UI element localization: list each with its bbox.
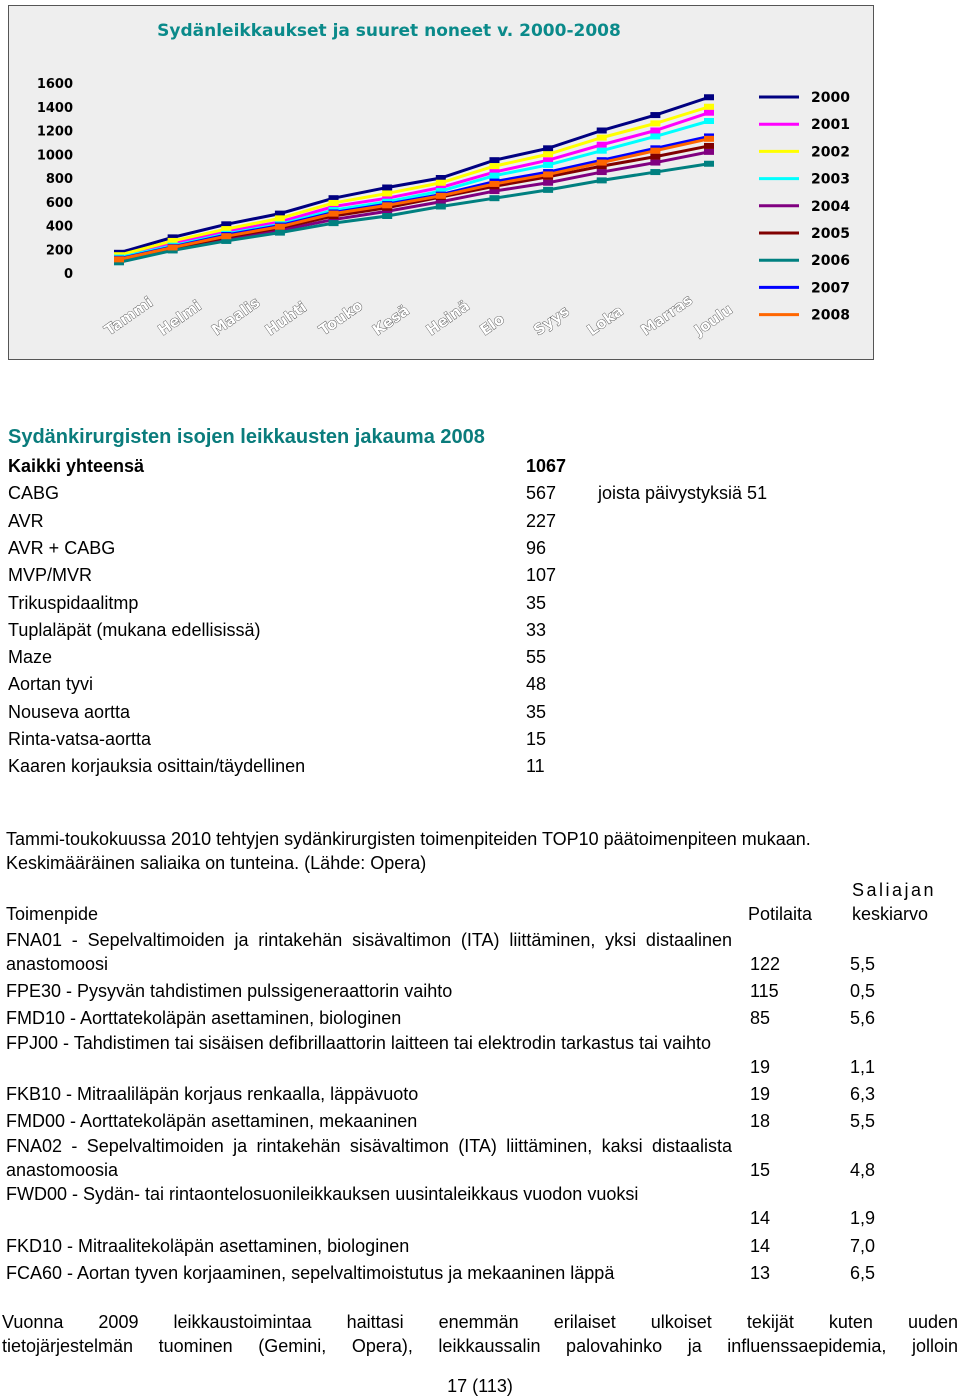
x-tick-label: Marras bbox=[637, 290, 696, 340]
surgery-line-chart bbox=[8, 5, 874, 360]
data-point bbox=[704, 143, 714, 149]
x-tick-label: Joulu bbox=[690, 300, 737, 340]
avg-room-time: 4,8 bbox=[850, 1160, 876, 1180]
data-point bbox=[543, 187, 553, 193]
data-point bbox=[329, 211, 339, 217]
distribution-value: 107 bbox=[526, 565, 557, 586]
x-tick-label: Tammi bbox=[100, 293, 157, 340]
patient-count: 13 bbox=[750, 1263, 771, 1283]
y-tick-label: 1600 bbox=[36, 77, 73, 92]
top10-intro-line1: Tammi-toukokuussa 2010 tehtyjen sydänkirurgisten toimenpiteiden TOP10 päätoimenpiteen mukaan. bbox=[6, 829, 811, 849]
series-line bbox=[119, 107, 709, 255]
data-point bbox=[489, 163, 499, 169]
distribution-value: 48 bbox=[526, 674, 547, 695]
data-point bbox=[543, 180, 553, 186]
legend-label: 2000 bbox=[811, 90, 850, 106]
x-tick-label: Maalis bbox=[208, 293, 264, 340]
distribution-value: 11 bbox=[526, 756, 545, 777]
patient-count: 85 bbox=[750, 1008, 771, 1028]
procedure-name: FMD00 - Aorttatekoläpän asettaminen, mekaaninen bbox=[6, 1111, 418, 1131]
distribution-label: Nouseva aortta bbox=[8, 701, 131, 722]
data-point bbox=[704, 161, 714, 167]
avg-room-time: 7,0 bbox=[850, 1236, 876, 1256]
data-point bbox=[382, 185, 392, 191]
avg-room-time: 5,5 bbox=[850, 1111, 876, 1131]
data-point bbox=[382, 213, 392, 219]
data-point bbox=[704, 136, 714, 142]
patient-count: 14 bbox=[750, 1208, 771, 1228]
distribution-label: Aortan tyvi bbox=[8, 674, 94, 695]
legend-label: 2007 bbox=[811, 280, 850, 297]
distribution-value: 1067 bbox=[526, 456, 567, 476]
data-point bbox=[597, 128, 607, 134]
distribution-note: joista päivystyksiä 51 bbox=[598, 483, 768, 504]
footer-line1: Vuonna 2009 leikkaustoimintaa haittasi enemmän erilaiset ulkoiset tekijät kuten uuden bbox=[2, 1312, 958, 1332]
data-point bbox=[275, 230, 285, 236]
chart-title: Sydänleikkaukset ja suuret noneet v. 2000-2008 bbox=[157, 21, 621, 41]
y-tick-label: 1000 bbox=[36, 148, 73, 164]
patient-count: 19 bbox=[750, 1057, 771, 1077]
data-point bbox=[704, 149, 714, 155]
data-point bbox=[704, 118, 714, 124]
x-tick-label: Loka bbox=[583, 301, 627, 340]
data-point bbox=[597, 142, 607, 148]
col-header-avg-line2: keskiarvo bbox=[852, 904, 929, 924]
data-point bbox=[114, 256, 124, 262]
page-number: 17 (113) bbox=[447, 1376, 513, 1396]
x-tick-label: Helmi bbox=[154, 296, 205, 340]
data-point bbox=[650, 133, 660, 139]
legend-label: 2008 bbox=[811, 307, 850, 324]
patient-count: 18 bbox=[750, 1111, 771, 1131]
data-point bbox=[543, 151, 553, 157]
chart-canvas bbox=[9, 6, 873, 359]
avg-room-time: 0,5 bbox=[850, 981, 876, 1001]
data-point bbox=[329, 220, 339, 226]
data-point bbox=[650, 128, 660, 134]
top10-intro-line2: Keskimääräinen saliaika on tunteina. (Lähde: Opera) bbox=[6, 853, 427, 873]
procedure-name: FPJ00 - Tahdistimen tai sisäisen defibrillaattorin laitteen tai elektrodin tarkastus tai vaihto bbox=[6, 1033, 712, 1053]
distribution-label: Kaikki yhteensä bbox=[8, 456, 145, 476]
data-point bbox=[436, 180, 446, 186]
data-point bbox=[543, 162, 553, 168]
distribution-label: Maze bbox=[8, 647, 53, 668]
data-point bbox=[704, 94, 714, 100]
series-line bbox=[119, 139, 709, 260]
y-tick-label: 1200 bbox=[36, 124, 73, 140]
y-tick-label: 600 bbox=[45, 195, 73, 211]
series-line bbox=[119, 164, 709, 263]
data-point bbox=[650, 160, 660, 166]
distribution-label: Rinta-vatsa-aortta bbox=[8, 729, 152, 749]
legend-label: 2001 bbox=[811, 117, 850, 134]
patient-count: 14 bbox=[750, 1236, 771, 1256]
distribution-label: AVR bbox=[8, 510, 44, 531]
data-point bbox=[489, 195, 499, 201]
y-tick-label: 400 bbox=[45, 219, 73, 235]
distribution-value: 35 bbox=[526, 592, 547, 613]
patient-count: 122 bbox=[750, 954, 781, 974]
distribution-label: CABG bbox=[8, 483, 60, 504]
legend-label: 2002 bbox=[811, 144, 850, 161]
procedure-name: FKD10 - Mitraalitekoläpän asettaminen, biologinen bbox=[6, 1236, 410, 1256]
legend-label: 2003 bbox=[811, 171, 850, 188]
footer-line2: tietojärjestelmän tuominen (Gemini, Opera), leikkaussalin palovahinko ja influenssaepidemia, jolloin bbox=[2, 1336, 958, 1356]
procedure-name: FMD10 - Aorttatekoläpän asettaminen, biologinen bbox=[6, 1008, 402, 1028]
data-point bbox=[650, 154, 660, 160]
distribution-label: Tuplaläpät (mukana edellisissä) bbox=[8, 619, 261, 640]
data-point bbox=[650, 120, 660, 126]
procedure-name: FCA60 - Aortan tyven korjaaminen, sepelvaltimoistutus ja mekaaninen läppä bbox=[6, 1263, 615, 1283]
data-point bbox=[704, 110, 714, 116]
data-point bbox=[489, 181, 499, 187]
procedure-name: FWD00 - Sydän- tai rintaontelosuonileikkauksen uusintaleikkaus vuodon vuoksi bbox=[6, 1184, 639, 1204]
data-point bbox=[597, 135, 607, 141]
data-point bbox=[329, 200, 339, 206]
data-point bbox=[221, 233, 231, 239]
distribution-value: 15 bbox=[526, 729, 547, 749]
col-header-procedure: Toimenpide bbox=[6, 904, 99, 924]
data-point bbox=[275, 215, 285, 221]
data-point bbox=[382, 202, 392, 208]
data-point bbox=[650, 148, 660, 154]
patient-count: 15 bbox=[750, 1160, 771, 1180]
avg-room-time: 1,9 bbox=[850, 1208, 876, 1228]
legend-label: 2005 bbox=[811, 226, 850, 242]
distribution-value: 567 bbox=[526, 483, 557, 504]
data-point bbox=[597, 169, 607, 175]
x-tick-label: Elo bbox=[476, 309, 508, 340]
col-header-patients: Potilaita bbox=[748, 904, 813, 924]
data-point bbox=[597, 160, 607, 166]
x-tick-label: Touko bbox=[315, 296, 367, 340]
distribution-value: 33 bbox=[526, 619, 547, 640]
data-point bbox=[436, 193, 446, 199]
data-point bbox=[597, 177, 607, 183]
legend-label: 2006 bbox=[811, 253, 850, 270]
distribution-title: Sydänkirurgisten isojen leikkausten jakauma 2008 bbox=[8, 426, 485, 448]
y-tick-label: 1400 bbox=[36, 100, 73, 116]
avg-room-time: 6,5 bbox=[850, 1263, 876, 1283]
procedure-name: FKB10 - Mitraaliläpän korjaus renkaalla, läppävuoto bbox=[6, 1084, 419, 1104]
distribution-label: AVR + CABG bbox=[8, 537, 116, 558]
data-point bbox=[597, 148, 607, 154]
patient-count: 115 bbox=[750, 981, 779, 1001]
patient-count: 19 bbox=[750, 1084, 771, 1104]
distribution-value: 96 bbox=[526, 537, 547, 558]
distribution-value: 227 bbox=[526, 510, 557, 531]
procedure-name: FNA02 - Sepelvaltimoiden ja rintakehän sisävaltimon (ITA) liittäminen, kaksi distaalista anastomoosia bbox=[6, 1136, 732, 1180]
procedure-name: FNA01 - Sepelvaltimoiden ja rintakehän sisävaltimon (ITA) liittäminen, yksi distaalinen anastomoosi bbox=[6, 930, 732, 974]
data-point bbox=[168, 244, 178, 250]
data-point bbox=[650, 112, 660, 118]
x-tick-label: Heinä bbox=[422, 296, 473, 340]
data-point bbox=[275, 224, 285, 230]
avg-room-time: 6,3 bbox=[850, 1084, 876, 1104]
avg-room-time: 5,6 bbox=[850, 1008, 876, 1028]
data-point bbox=[543, 171, 553, 177]
distribution-value: 55 bbox=[526, 647, 547, 668]
data-point bbox=[704, 104, 714, 110]
x-tick-label: Syys bbox=[530, 301, 573, 340]
data-point bbox=[489, 157, 499, 163]
data-point bbox=[543, 145, 553, 151]
procedure-name: FPE30 - Pysyvän tahdistimen pulssigeneraattorin vaihto bbox=[6, 981, 453, 1001]
x-tick-label: Kesä bbox=[369, 301, 413, 340]
series-line bbox=[119, 113, 709, 257]
y-tick-label: 0 bbox=[63, 267, 73, 282]
x-tick-label: Huhti bbox=[261, 298, 311, 340]
data-point bbox=[382, 190, 392, 196]
y-tick-label: 800 bbox=[45, 172, 73, 187]
col-header-avg-line1: Saliajan bbox=[852, 880, 937, 900]
series-line bbox=[119, 97, 709, 253]
legend-label: 2004 bbox=[811, 198, 850, 215]
distribution-label: MVP/MVR bbox=[8, 565, 93, 586]
distribution-label: Kaaren korjauksia osittain/täydellinen bbox=[8, 756, 306, 777]
distribution-value: 35 bbox=[526, 701, 547, 722]
distribution-label: Trikuspidaalitmp bbox=[8, 592, 139, 613]
data-point bbox=[650, 169, 660, 175]
data-point bbox=[436, 204, 446, 210]
avg-room-time: 5,5 bbox=[850, 954, 876, 974]
data-point bbox=[489, 173, 499, 179]
y-tick-label: 200 bbox=[45, 243, 73, 259]
avg-room-time: 1,1 bbox=[850, 1057, 876, 1077]
